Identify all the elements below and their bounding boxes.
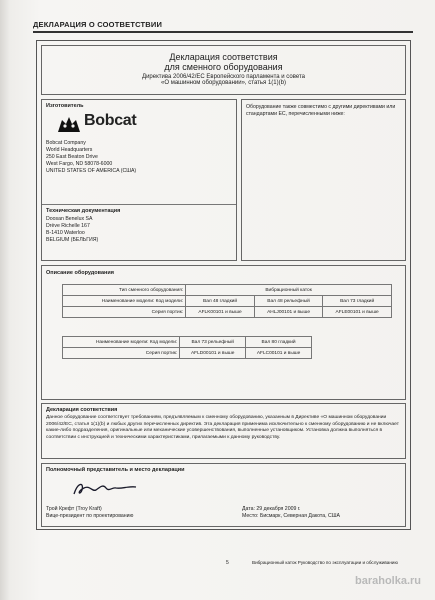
cell-serial: AFLK00101 и выше: [186, 307, 255, 318]
cell-model: Вал 48 рельефный: [254, 296, 322, 307]
cell-serial: AFLE00101 и выше: [323, 307, 392, 318]
cell-serial: AHLJ00101 и выше: [254, 307, 322, 318]
address-line: UNITED STATES OF AMERICA (США): [46, 168, 137, 174]
title-line4: «О машинном оборудовании», статья 1(1)(b): [161, 80, 286, 86]
doc-header: ДЕКЛАРАЦИЯ О СООТВЕТСТВИИ: [33, 20, 163, 29]
rep-name: Трой Крефт (Troy Kraft): [46, 506, 102, 512]
declaration-label: Декларация соответствия: [46, 407, 118, 413]
rep-place: Место: Бисмарк, Северная Дакота, США: [242, 513, 340, 519]
watermark: baraholka.ru: [355, 575, 422, 587]
also-complies-text: Оборудование также совместимо с другими директивами или стандартами ЕС, перечисленными ниже:: [246, 104, 396, 117]
techdoc-label: Техническая документация: [46, 208, 121, 214]
declaration-text: Данное оборудование соответствует требованиям, предъявляемым к сменному оборудованию, указанным в Директиве «О машинном оборудовании 2006/42/ЕС, статья 1(1)(b) и любых других перечисленных директив. Эта декларация применима исключительно к сменному оборудованию и не включает какие-либо подразделения, оригинальные или механические усовершенствования, выполненные установщиком. Установка должна выполняться в соответствии с инструкцией и техническими характеристиками, прилагаемыми к данному руководству.: [46, 415, 399, 440]
description-box: [41, 265, 406, 400]
cell-model: Вал 73 гладкий: [323, 296, 392, 307]
title-line3: Директива 2006/42/ЕС Европейского парламента и совета: [142, 74, 305, 80]
rep-position: Вице-президент по проектированию: [46, 513, 134, 519]
representative-box: [41, 463, 406, 527]
techdoc-line: Drève Richelle 167: [46, 223, 90, 229]
page-number: 5: [226, 560, 229, 566]
address-line: 250 East Beaton Drive: [46, 154, 98, 160]
declaration-frame: [36, 40, 411, 530]
title-line2: для сменного оборудования: [164, 62, 283, 72]
address-line: Bobcat Company: [46, 140, 86, 146]
models-table-1: [62, 284, 392, 318]
cell-serial-label: Серия портик:: [63, 348, 180, 359]
techdoc-line: B-1410 Waterloo: [46, 230, 85, 236]
address-line: World Headquarters: [46, 147, 93, 153]
footer-text: Вибрационный каток Руководство по эксплуатации и обслуживанию: [252, 560, 398, 565]
divider: [42, 204, 236, 205]
header-rule: [33, 31, 413, 33]
title-line1: Декларация соответствия: [169, 52, 278, 62]
address-block: [46, 140, 136, 175]
manufacturer-label: Изготовитель: [46, 103, 84, 109]
description-label: Описание оборудования: [46, 270, 114, 276]
models-table-2: [62, 336, 312, 359]
logo-text: Bobcat: [84, 112, 137, 129]
representative-label: Полномочный представитель и место декларации: [46, 467, 185, 473]
cell-model: Вал 73 рельефный: [180, 337, 246, 348]
cell-name-label: Наименование модели: Код модели:: [63, 337, 180, 348]
cell-type-label: Тип сменного оборудования:: [63, 285, 186, 296]
cell-model: Вал 80 гладкий: [246, 337, 312, 348]
techdoc-line: BELGIUM (БЕЛЬГИЯ): [46, 237, 99, 243]
cell-serial: AFLD00101 и выше: [180, 348, 246, 359]
cell-name-label: Наименование модели: Код модели:: [63, 296, 186, 307]
cell-model: Вал 48 гладкий: [186, 296, 255, 307]
rep-date: Дата: 29 декабря 2009 г.: [242, 506, 301, 512]
signature-icon: [70, 478, 150, 500]
cell-serial-label: Серия портик:: [63, 307, 186, 318]
techdoc-line: Doosan Benelux SA: [46, 216, 93, 222]
manufacturer-box: [41, 99, 237, 261]
address-line: West Fargo, ND 58078-6000: [46, 161, 113, 167]
cell-serial: AFLC00101 и выше: [246, 348, 312, 359]
declaration-box: [41, 403, 406, 459]
cell-type-value: Вибрационный каток: [186, 285, 392, 296]
techdoc-block: [46, 216, 98, 244]
bobcat-logo-icon: [56, 114, 82, 136]
also-complies-box: [241, 99, 406, 261]
title-box: [41, 45, 406, 95]
